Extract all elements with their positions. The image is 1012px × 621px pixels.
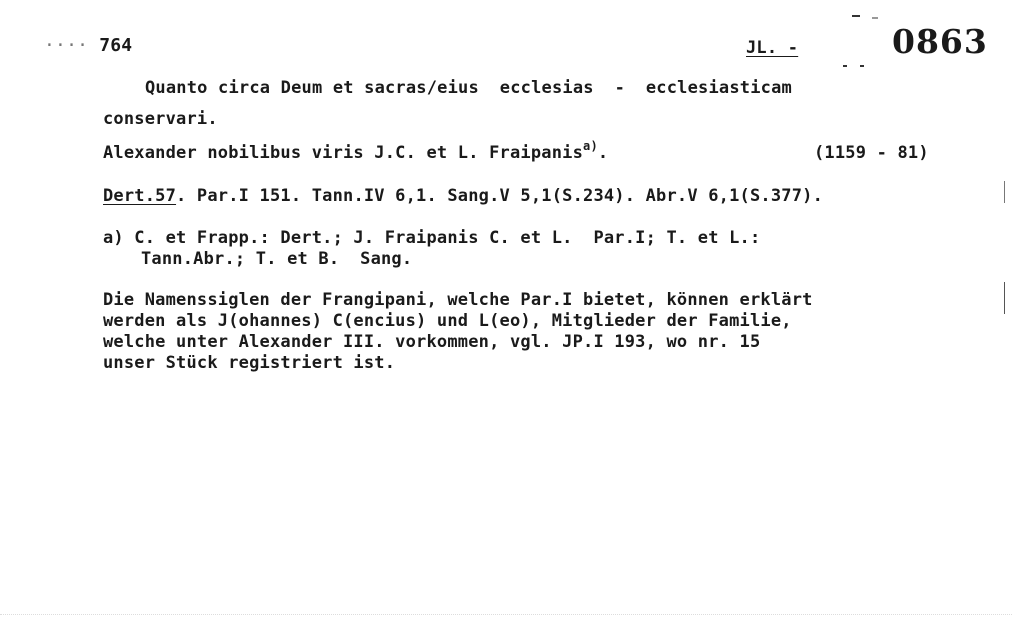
card-number: 0863	[892, 22, 988, 61]
stray-mark	[852, 15, 860, 17]
address-line	[103, 139, 609, 163]
jl-reference: JL. -	[746, 38, 799, 58]
incipit-line-1: Quanto circa Deum et sacras/eius ecclesias - ecclesiasticam	[145, 78, 792, 98]
remark-block	[103, 290, 813, 374]
stray-mark	[843, 65, 847, 67]
main-source: Dert.57	[103, 186, 177, 206]
address-tail: .	[597, 143, 609, 163]
left-number	[44, 36, 132, 56]
bottom-edge	[0, 612, 1012, 615]
stray-mark	[860, 65, 864, 67]
remark-line: unser Stück registriert ist.	[103, 353, 396, 373]
edge-mark	[1004, 282, 1005, 314]
incipit-line-2: conservari.	[103, 109, 218, 129]
address-text: Alexander nobilibus viris J.C. et L. Fraipanis	[103, 143, 584, 163]
remark-line: welche unter Alexander III. vorkommen, vgl. JP.I 193, wo nr. 15	[103, 332, 761, 352]
footnote-line-2: Tann.Abr.; T. et B. Sang.	[141, 249, 413, 269]
sources-line	[103, 186, 823, 206]
remark-line: werden als J(ohannes) C(encius) und L(eo), Mitglieder der Familie,	[103, 311, 792, 331]
footnote-marker: a)	[583, 139, 598, 153]
edge-mark	[1004, 181, 1005, 203]
left-number-value: 764	[99, 35, 133, 56]
date-range: (1159 - 81)	[814, 143, 929, 163]
footnote-line-1: a) C. et Frapp.: Dert.; J. Fraipanis C. et L. Par.I; T. et L.:	[103, 228, 761, 248]
remark-line: Die Namenssiglen der Frangipani, welche Par.I bietet, können erklärt	[103, 290, 813, 310]
stray-mark	[872, 17, 878, 19]
sources-rest: . Par.I 151. Tann.IV 6,1. Sang.V 5,1(S.234). Abr.V 6,1(S.377).	[176, 186, 824, 206]
ink-smudge: ····	[44, 35, 89, 56]
